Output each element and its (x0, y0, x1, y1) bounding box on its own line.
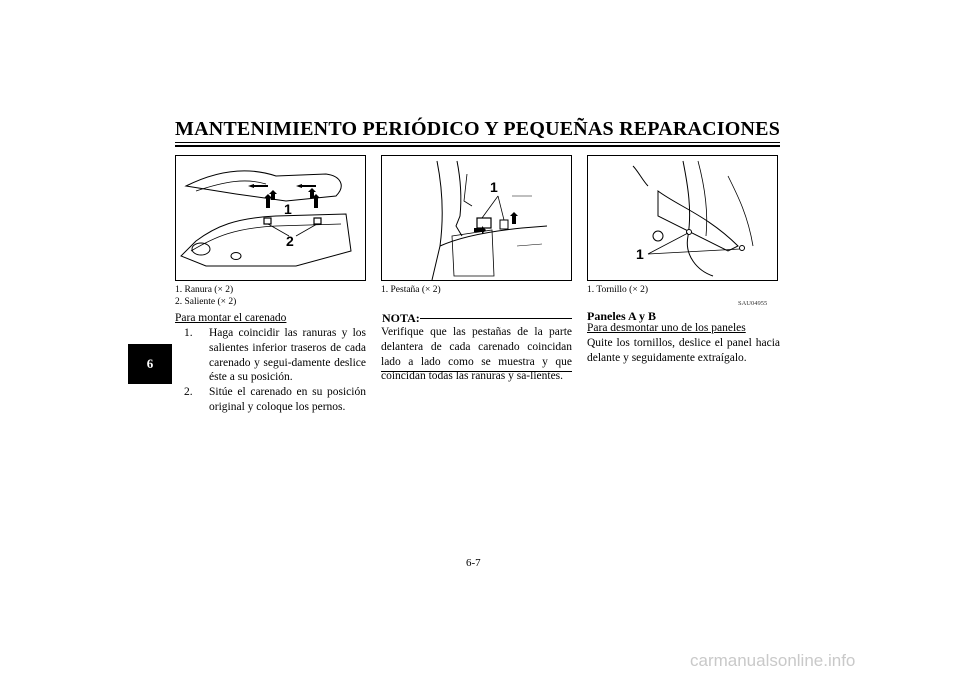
section-tab: 6 (128, 344, 172, 384)
figure-label: 1 (284, 201, 292, 217)
note-label: NOTA: (382, 311, 420, 325)
note-text: Verifique que las pestañas de la parte delantera de cada carenado coincidan lado a lado como se muestra y que coincidan todas las ranuras y sa-lientes. (381, 326, 572, 383)
step-item (184, 326, 366, 385)
figure-label: 2 (286, 233, 294, 249)
fairing-slots-illustration (176, 156, 365, 280)
figure-caption: 2. Saliente (× 2) (175, 297, 237, 307)
reference-code: SAU04955 (738, 300, 768, 307)
figure-caption: 1. Tornillo (× 2) (587, 285, 648, 295)
section-subtitle: Para montar el carenado (175, 312, 287, 324)
panel-screws-illustration (588, 156, 777, 280)
section-heading: Paneles A y B (587, 309, 657, 323)
watermark: carmanualsonline.info (690, 651, 856, 670)
page-title: MANTENIMIENTO PERIÓDICO Y PEQUEÑAS REPARACIONES (175, 118, 781, 140)
title-rule-thick (175, 145, 780, 147)
page-number: 6-7 (466, 557, 481, 569)
step-number: 2. (184, 386, 193, 399)
note-top-rule (420, 318, 572, 319)
step-item (184, 385, 366, 415)
step-text: Sitúe el carenado en su posición original y coloque los pernos. (209, 386, 366, 413)
title-rule (175, 142, 780, 143)
figure-fairing-tabs (381, 155, 572, 281)
assembly-steps (184, 326, 366, 415)
section-text: Quite los tornillos, deslice el panel hacia delante y seguidamente extraígalo. (587, 337, 780, 364)
step-number: 1. (184, 327, 193, 339)
figure-fairing-slots (175, 155, 366, 281)
figure-label: 1 (636, 246, 644, 262)
figure-label: 1 (490, 179, 498, 195)
fairing-tabs-illustration (382, 156, 571, 280)
section-subtitle: Para desmontar uno de los paneles (587, 322, 746, 334)
note-bottom-rule (381, 371, 572, 372)
step-text: Haga coincidir las ranuras y los salientes inferior traseros de cada carenado y segui-damente deslice éste a su posición. (209, 327, 366, 384)
figure-caption: 1. Pestaña (× 2) (381, 285, 441, 295)
figure-panel-screws (587, 155, 778, 281)
figure-caption: 1. Ranura (× 2) (175, 285, 234, 295)
